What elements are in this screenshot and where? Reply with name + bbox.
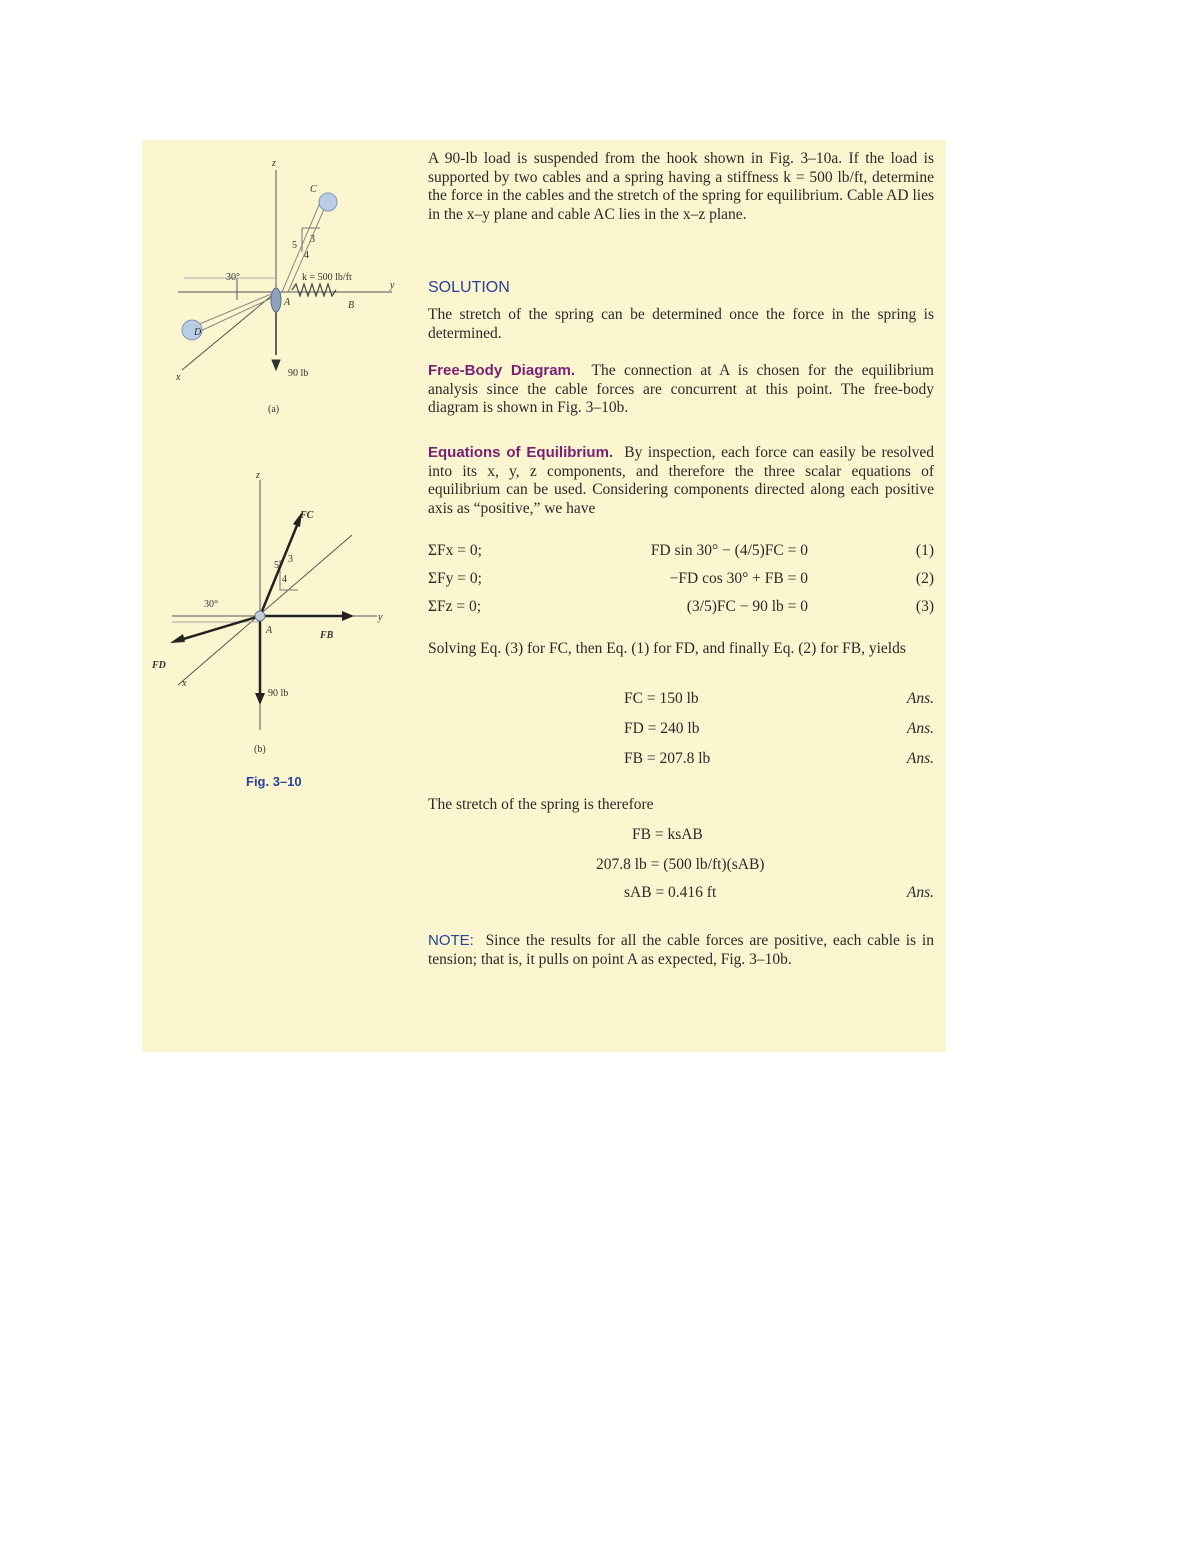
label-B: B <box>348 300 355 311</box>
eq-text: By inspection, each force can easily be resolved into its x, y, z components, and therefore the three scalar equations of equilibrium can be used. Considering components directed along each positive axis as “positive,” we have <box>428 444 935 517</box>
solving-section <box>428 640 934 659</box>
fbd-section <box>428 362 934 418</box>
answer-row-FC <box>428 690 934 710</box>
equation-row-2 <box>428 570 934 590</box>
equation-row-3 <box>428 598 934 618</box>
label-tri4-b: 4 <box>282 574 287 585</box>
fbd-text: The connection at A is chosen for the equilibrium analysis since the cable forces are concurrent at this point. The free-body diagram is shown in Fig. 3–10b. <box>428 362 934 417</box>
note-heading: NOTE: <box>428 932 474 949</box>
answer-tag: Ans. <box>906 720 934 737</box>
hook-A-icon <box>271 288 281 312</box>
equation-body: FD sin 30° − (4/5)FC = 0 <box>650 542 808 559</box>
figure-a <box>178 170 392 370</box>
label-tri3-b: 3 <box>288 554 293 565</box>
caption-a: (a) <box>268 404 280 415</box>
fbd-heading: Free-Body Diagram. <box>428 362 576 379</box>
label-C: C <box>310 184 317 195</box>
answer-row-FB <box>428 750 934 770</box>
label-x-b: x <box>182 678 187 689</box>
label-FB: FB <box>320 630 334 641</box>
equation-row-1 <box>428 542 934 562</box>
equation-body: (3/5)FC − 90 lb = 0 <box>686 598 808 615</box>
answer-body: FD = 240 lb <box>624 720 700 737</box>
stretch-body: 207.8 lb = (500 lb/ft)(sAB) <box>596 856 765 873</box>
axis-x-b <box>178 535 352 685</box>
solution-intro-text: The stretch of the spring can be determined once the force in the spring is determined. <box>428 306 934 342</box>
label-z: z <box>272 158 276 169</box>
solution-intro <box>428 306 934 343</box>
problem-text: A 90-lb load is suspended from the hook shown in Fig. 3–10a. If the load is supported by two cables and a spring having a stiffness k = 500 lb/ft, determine the force in the cables and the stretch of the spring for equilibrium. Cable AD lies in the x–y plane and cable AC lies in the x–z plane. <box>428 150 934 223</box>
solving-text: Solving Eq. (3) for FC, then Eq. (1) for FD, and finally Eq. (2) for FB, yields <box>428 640 906 657</box>
label-angle-a: 30° <box>226 272 240 283</box>
label-y-b: y <box>378 612 383 623</box>
cable-AD-1 <box>190 292 276 328</box>
label-A-b: A <box>266 625 273 636</box>
answer-tag: Ans. <box>906 884 934 901</box>
stretch-body: sAB = 0.416 ft <box>624 884 717 901</box>
label-tri5-a: 5 <box>292 240 297 251</box>
stretch-section <box>428 796 934 815</box>
stretch-row-1 <box>428 826 934 846</box>
problem-statement <box>428 150 934 224</box>
answer-body: FB = 207.8 lb <box>624 750 711 767</box>
answer-tag: Ans. <box>906 690 934 707</box>
label-tri3-a: 3 <box>310 234 315 245</box>
cable-AD-2 <box>194 296 276 334</box>
eq-heading: Equations of Equilibrium. <box>428 444 614 461</box>
equation-number: (3) <box>915 598 934 615</box>
figure-caption: Fig. 3–10 <box>246 774 302 789</box>
force-FC-arrow <box>260 518 300 616</box>
stretch-row-3 <box>428 884 934 904</box>
joint-A <box>255 611 265 621</box>
label-load-a: 90 lb <box>288 368 309 379</box>
equation-number: (1) <box>915 542 934 559</box>
stretch-body: FB = ksAB <box>632 826 703 843</box>
equation-label: ΣFy = 0; <box>428 570 482 587</box>
answer-body: FC = 150 lb <box>624 690 699 707</box>
note-text: Since the results for all the cable forces are positive, each cable is in tension; that is, it pulls on point A as expected, Fig. 3–10b. <box>428 932 934 968</box>
label-z-b: z <box>256 470 260 481</box>
equation-label: ΣFx = 0; <box>428 542 482 559</box>
equation-label: ΣFz = 0; <box>428 598 482 615</box>
answer-tag: Ans. <box>906 750 934 767</box>
label-angle-b: 30° <box>204 599 218 610</box>
stretch-row-2 <box>428 856 934 876</box>
equation-body: −FD cos 30° + FB = 0 <box>669 570 808 587</box>
caption-b: (b) <box>254 744 266 755</box>
answer-row-FD <box>428 720 934 740</box>
label-tri5-b: 5 <box>274 560 279 571</box>
label-FD: FD <box>152 660 166 671</box>
label-D: D <box>194 327 202 338</box>
label-A: A <box>284 297 291 308</box>
stretch-intro: The stretch of the spring is therefore <box>428 796 654 813</box>
equation-number: (2) <box>915 570 934 587</box>
label-tri4-a: 4 <box>304 250 309 261</box>
force-FD-arrow <box>180 616 260 640</box>
hook-C-icon <box>319 193 337 211</box>
label-k: k = 500 lb/ft <box>302 272 352 283</box>
note-section <box>428 932 934 969</box>
spring <box>292 284 336 296</box>
label-FC: FC <box>300 510 314 521</box>
equations-section <box>428 444 934 518</box>
label-y: y <box>390 280 395 291</box>
label-x: x <box>176 372 181 383</box>
label-load-b: 90 lb <box>268 688 289 699</box>
figure-3-10 <box>142 140 422 800</box>
solution-heading: SOLUTION <box>428 279 510 296</box>
